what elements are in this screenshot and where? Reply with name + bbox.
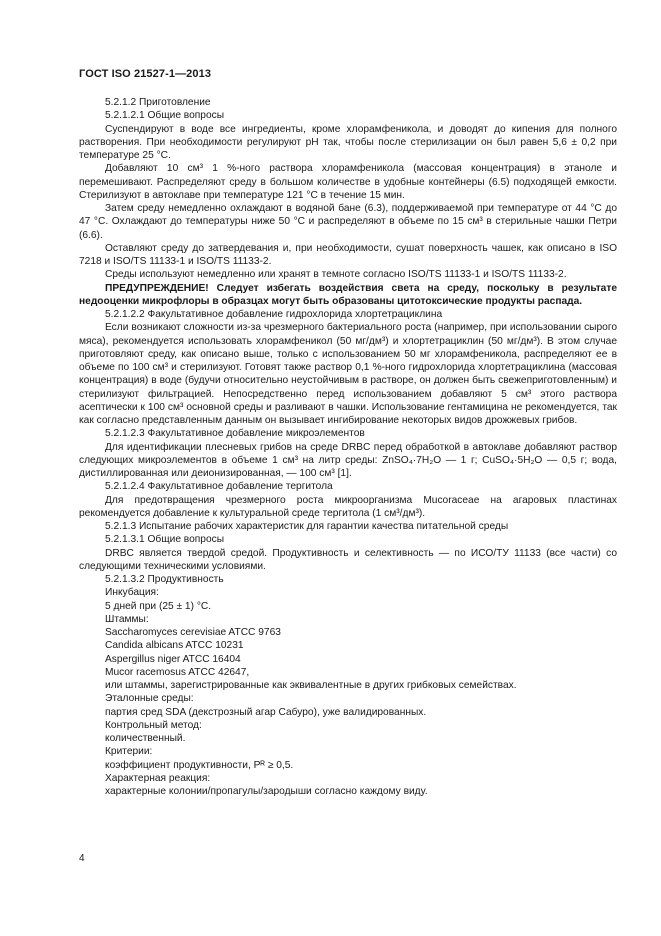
paragraph: Для идентификации плесневых грибов на среде DRBC перед обработкой в автоклаве добавляют раствор следующих микроэлементов в объеме 1 см³ на литр среды: ZnSO₄·7H₂O — 1 г; CuSO₄·5H₂O — 0,5 г; вода, дистиллированная или деионизированная, — 100 см³ [1]. (79, 441, 617, 479)
page-number: 4 (79, 853, 85, 864)
section-heading: 5.2.1.2 Приготовление (105, 97, 211, 108)
list-value: партия сред SDA (декстрозный агар Сабуро), уже валидированных. (105, 706, 427, 718)
strain-item: Candida albicans ATCC 10231 (105, 640, 244, 652)
strain-item: Aspergillus niger ATCC 16404 (105, 653, 241, 665)
list-label: Контрольный метод: (105, 719, 202, 731)
paragraph: Среды используют немедленно или хранят в темноте согласно ISO/TS 11133-1 и ISO/TS 11133-2. (105, 269, 567, 281)
list-label: Эталонные среды: (105, 693, 194, 705)
list-value: или штаммы, зарегистрированные как эквивалентные в других грибковых семействах. (105, 680, 517, 691)
strain-item: Saccharomyces cerevisiae ATCC 9763 (105, 627, 281, 638)
subsection-heading: 5.2.1.3 Испытание рабочих характеристик для гарантии качества питательной среды (105, 521, 509, 532)
document-header: ГОСТ ISO 21527-1—2013 (79, 68, 212, 80)
strain-item: Mucor racemosus ATCC 42647, (105, 666, 250, 678)
subsection-heading: 5.2.1.2.4 Факультативное добавление тергитола (105, 481, 333, 493)
subsection-heading: 5.2.1.2.3 Факультативное добавление микроэлементов (105, 428, 365, 440)
paragraph: DRBC является твердой средой. Продуктивность и селективность — по ИСО/ТУ 11133 (все части) со следующими техническими условиями. (79, 547, 617, 572)
paragraph: Затем среду немедленно охлаждают в водяной бане (6.3), поддерживаемой при температуре от 44 °С до 47 °С. Охлаждают до температуры ниже 50 °С и распределяют в объеме по 15 см³ в стерильные чашки Петри (6.6). (79, 203, 617, 241)
subsection-heading: 5.2.1.2.1 Общие вопросы (105, 110, 225, 122)
paragraph: Оставляют среду до затвердевания и, при необходимости, сушат поверхность чашек, как описано в ISO 7218 и ISO/TS 11133-1 и ISO/TS 11133-2. (79, 242, 617, 267)
list-label: Критерии: (105, 746, 153, 758)
list-value: 5 дней при (25 ± 1) °С. (105, 600, 212, 612)
list-label: Инкубация: (105, 587, 159, 599)
list-label: Штаммы: (105, 613, 149, 625)
list-value: коэффициент продуктивности, Pᴿ ≥ 0,5. (105, 759, 294, 771)
subsection-heading: 5.2.1.2.2 Факультативное добавление гидрохлорида хлортетрациклина (105, 309, 443, 320)
subsection-heading: 5.2.1.3.1 Общие вопросы (105, 534, 225, 546)
paragraph: Если возникают сложности из-за чрезмерного бактериального роста (например, при использовании сырого мяса), рекомендуется использовать хлорамфеникол (50 мг/дм³) и хлортетрациклин (50 мг/дм³). В этом случае приготовляют среду, как описано выше, только с использованием 50 мг хлорамфеникола, распределяют ее в объеме по 100 см³ и стерилизуют. Готовят также раствор 0,1 %-ного гидрохлорида хлортетрациклина (массовая концентрация) в воде (будучи относительно неустойчивым в растворе, он должен быть свежеприготовленным) и стерилизуют фильтрацией. Непосредственно перед использованием добавляют 5 см³ этого раствора асептически к 100 см³ основной среды и разливают в чашки. Использование гентамицина не рекомендуется, так как согласно представленным данным он вызывает ингибирование некоторых видов дрожжевых грибов. (79, 322, 617, 426)
paragraph: Суспендируют в воде все ингредиенты, кроме хлорамфеникола, и доводят до кипения для полного растворения. При необходимости регулируют pH так, чтобы после стерилизации он был равен 5,6 ± 0,2 при температуре 25 °С. (79, 123, 617, 161)
paragraph: Добавляют 10 см³ 1 %-ного раствора хлорамфеникола (массовая концентрация) в этаноле и перемешивают. Распределяют среду в большом количестве в удобные контейнеры (6.5) подходящей емкости. Стерилизуют в автоклаве при температуре 121 °С в течение 15 мин. (79, 163, 617, 201)
document-body (79, 96, 617, 798)
list-label: Характерная реакция: (105, 772, 211, 784)
list-value: характерные колонии/пропагулы/зародыши согласно каждому виду. (105, 786, 428, 797)
paragraph: Для предотвращения чрезмерного роста микроорганизма Mucoraceae на агаровых пластинах рекомендуется добавление к культуральной среде тергитола (1 см³/дм³). (79, 494, 617, 519)
list-value: количественный. (105, 733, 186, 744)
warning-paragraph: ПРЕДУПРЕЖДЕНИЕ! Следует избегать воздействия света на среду, поскольку в результате недооценки микрофлоры в образцах могут быть образованы цитотоксические продукты распада. (79, 282, 617, 307)
subsection-heading: 5.2.1.3.2 Продуктивность (105, 574, 224, 585)
